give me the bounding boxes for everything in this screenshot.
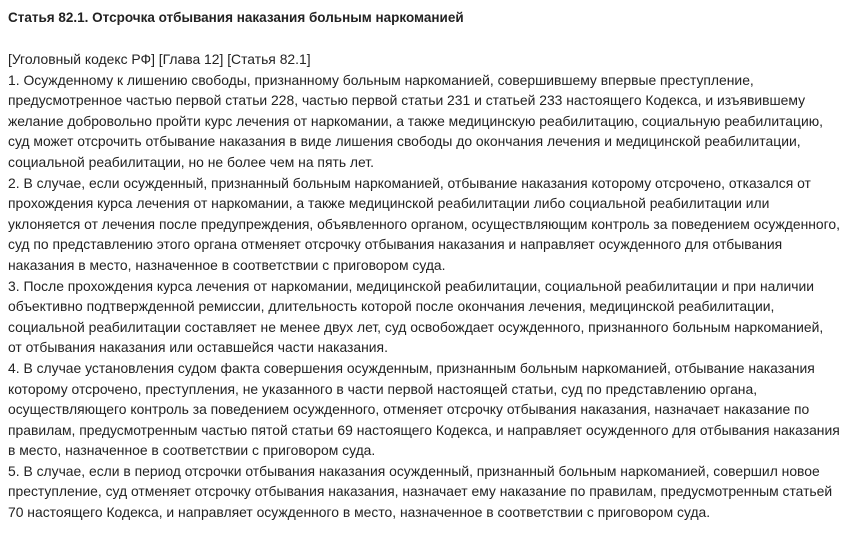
article-paragraph-5: 5. В случае, если в период отсрочки отбывания наказания осужденный, признанный больным наркоманией, совершил новое преступление, суд отменяет отсрочку отбывания наказания, назначает ему наказание по правилам, предусмотренным статьей 70 настоящего Кодекса, и направляет осужденного в место, назначенное в соответствии с приговором суда.: [8, 462, 833, 521]
article-paragraph-4: 4. В случае установления судом факта совершения осужденным, признанным больным наркоманией, отбывание наказания которому отсрочено, преступления, не указанного в части первой настоящей статьи, суд по представлению органа, осуществляющего контроль за поведением осужденного, отменяет отсрочку отбывания наказания, назначает наказание по правилам, предусмотренным частью пятой статьи 69 настоящего Кодекса, и направляет осужденного для отбывания наказания в место, назначенное в соответствии с приговором суда.: [8, 359, 840, 459]
article-paragraph-3: 3. После прохождения курса лечения от наркомании, медицинской реабилитации, социальной реабилитации и при наличии объективно подтвержденной ремиссии, длительность которой после окончания лечения, медицинской реабилитации, социальной реабилитации составляет не менее двух лет, суд освобождает осужденного, признанного больным наркоманией, от отбывания наказания или оставшейся части наказания.: [8, 277, 824, 356]
article-paragraph-1: 1. Осужденному к лишению свободы, признанному больным наркоманией, совершившему впервые преступление, предусмотренное частью первой статьи 228, частью первой статьи 231 и статьей 233 настоящего Кодекса, и изъявившему желание добровольно пройти курс лечения от наркомании, а также медицинскую реабилитацию, социальную реабилитацию, суд может отсрочить отбывание наказания в виде лишения свободы до окончания лечения и медицинской реабилитации, социальной реабилитации, но не более чем на пять лет.: [8, 71, 824, 170]
article-document: [8, 9, 840, 523]
breadcrumb: [Уголовный кодекс РФ] [Глава 12] [Статья 82.1]: [8, 51, 311, 67]
article-paragraph-2: 2. В случае, если осужденный, признанный больным наркоманией, отбывание наказания которому отсрочено, отказался от прохождения курса лечения от наркомании, а также медицинской реабилитации либо социальной реабилитации или уклоняется от лечения после предупреждения, объявленного органом, осуществляющим контроль за поведением осужденного, суд по представлению этого органа отменяет отсрочку отбывания наказания и направляет осужденного для отбывания наказания в место, назначенное в соответствии с приговором суда.: [8, 174, 840, 273]
article-title: Статья 82.1. Отсрочка отбывания наказания больным наркоманией: [8, 10, 464, 25]
